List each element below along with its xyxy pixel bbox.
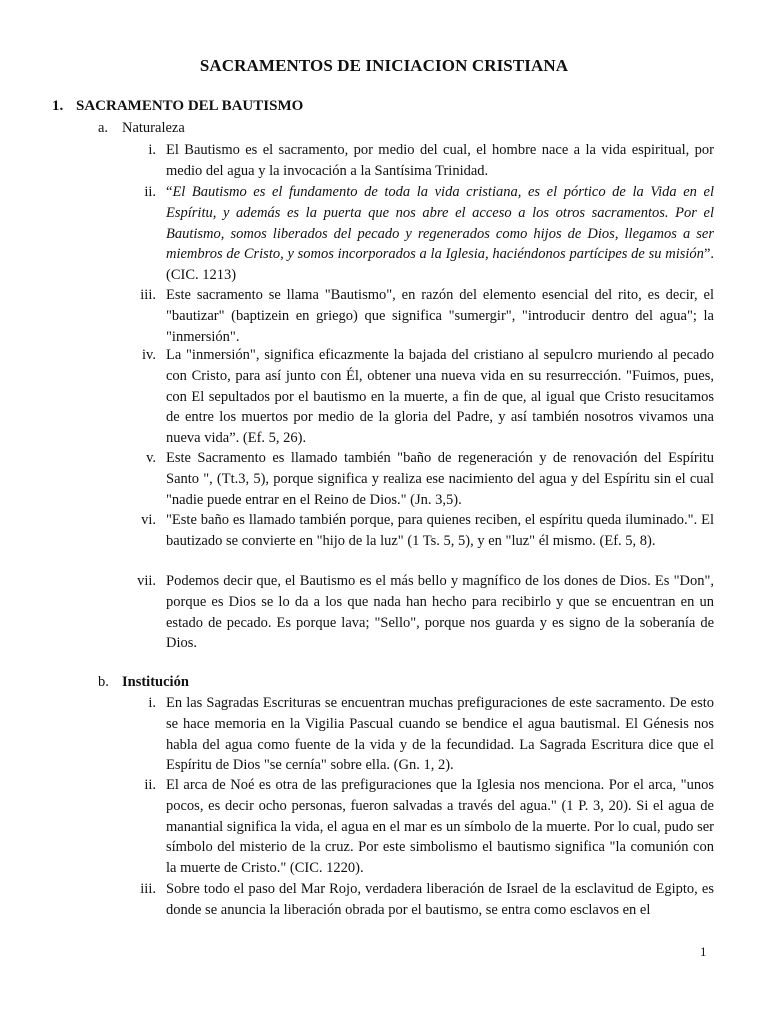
page-number: 1 [700,944,707,959]
quote-open: “ [166,184,173,200]
item-text: El Bautismo es el sacramento, por medio del cual, el hombre nace a la vida espiritual, por medio del agua y la invocación a la Santísima Trinidad. [166,142,714,179]
subsection-b-label: Institución [122,674,189,690]
quote-citation: ”. (CIC. 1213) [166,246,714,284]
item-numeral: ii. [144,184,156,200]
subsection-a [98,120,185,137]
list-item [120,693,714,776]
item-text: En las Sagradas Escrituras se encuentran muchas prefiguraciones de este sacramento. De esto se hace memoria en la Vigilia Pascual cuando se bendice el agua bautismal. El Génesis nos habla del agua como fuente de la vida y de la fecundidad. La Sagrada Escritura dice que el Espíritu de Dios "se cernía" sobre ella. (Gn. 1, 2). [166,695,714,774]
list-item [120,182,714,286]
list-item [120,140,714,182]
document-title: SACRAMENTOS DE INICIACION CRISTIANA [199,56,569,75]
item-text: "Este baño es llamado también porque, para quienes reciben, el espíritu queda iluminado.". El bautizado se convierte en "hijo de la luz" (1 Ts. 5, 5), y en "luz" él mismo. (Ef. 5, 8). [166,512,714,549]
list-item [120,775,714,879]
subsection-a-label: Naturaleza [122,120,185,136]
list-item [120,571,714,654]
subsection-b-letter: b. [98,674,109,690]
item-text: Podemos decir que, el Bautismo es el más bello y magnífico de los dones de Dios. Es "Don", porque es Dios se lo da a los que nada han hecho para recibirlo y que se encuentran en un estado de pecado. Es porque lava; "Sello", porque nos guarda y es signo de la soberanía de Dios. [166,573,714,652]
item-text: Este Sacramento es llamado también "baño de regeneración y de renovación del Espíritu Santo ", (Tt.3, 5), porque significa y realiza ese nacimiento del agua y del Espíritu sin el cual "nadie puede entrar en el Reino de Dios." (Jn. 3,5). [166,450,714,508]
item-text: La "inmersión", significa eficazmente la bajada del cristiano al sepulcro muriendo al pecado con Cristo, para así junto con Él, obtener una nueva vida en su resurrección. "Fuimos, pues, con El sepultados por el bautismo en la muerte, a fin de que, al igual que Cristo resucitamos de entre los muertos por medio de la gloria del Padre, y así también nosotros vivamos una nueva vida”. (Ef. 5, 26). [166,347,714,447]
list-item [120,510,714,552]
item-text: Sobre todo el paso del Mar Rojo, verdadera liberación de Israel de la esclavitud de Egipto, es donde se anuncia la liberación obrada por el bautismo, se entra como esclavos en el [166,881,714,918]
item-numeral: i. [148,142,156,158]
section-number: 1. [52,98,64,114]
item-text: Este sacramento se llama "Bautismo", en razón del elemento esencial del rito, es decir, el "bautizar" (baptizein en griego) que significa "sumergir", "introducir dentro del agua"; la "inmersión". [166,287,714,345]
item-numeral: vi. [141,512,156,528]
item-numeral: i. [148,695,156,711]
item-numeral: ii. [144,777,156,793]
item-numeral: iv. [142,347,156,363]
item-text: El arca de Noé es otra de las prefiguraciones que la Iglesia nos menciona. Por el arca, "unos pocos, es decir ocho personas, fueron salvadas a través del agua." (1 P. 3, 20). Si el agua de manantial significa la vida, el agua en el mar es un símbolo de la muerte. Por lo cual, pudo ser símbolo del misterio de la cruz. Por este simbolismo el bautismo significa "la comunión con la muerte de Cristo." (CIC. 1220). [166,777,714,877]
subsection-b [98,674,189,691]
item-numeral: v. [146,450,156,466]
item-numeral: iii. [140,881,156,897]
list-item [120,345,714,449]
item-numeral: vii. [137,573,156,589]
italic-quote: El Bautismo es el fundamento de toda la vida cristiana, es el pórtico de la Vida en el Espíritu, y además es la puerta que nos abre el acceso a los otros sacramentos. Por el Bautismo, somos liberados del pecado y regenerados como hijos de Dios, llegamos a ser miembros de Cristo, y somos incorporados a la Iglesia, haciéndonos partícipes de su misión [166,184,714,263]
list-item [120,448,714,510]
list-item [120,285,714,347]
item-numeral: iii. [140,287,156,303]
item-text [166,182,714,286]
section-heading [52,98,303,115]
section-heading-text: SACRAMENTO DEL BAUTISMO [76,98,304,114]
list-item [120,879,714,921]
subsection-a-letter: a. [98,120,109,136]
